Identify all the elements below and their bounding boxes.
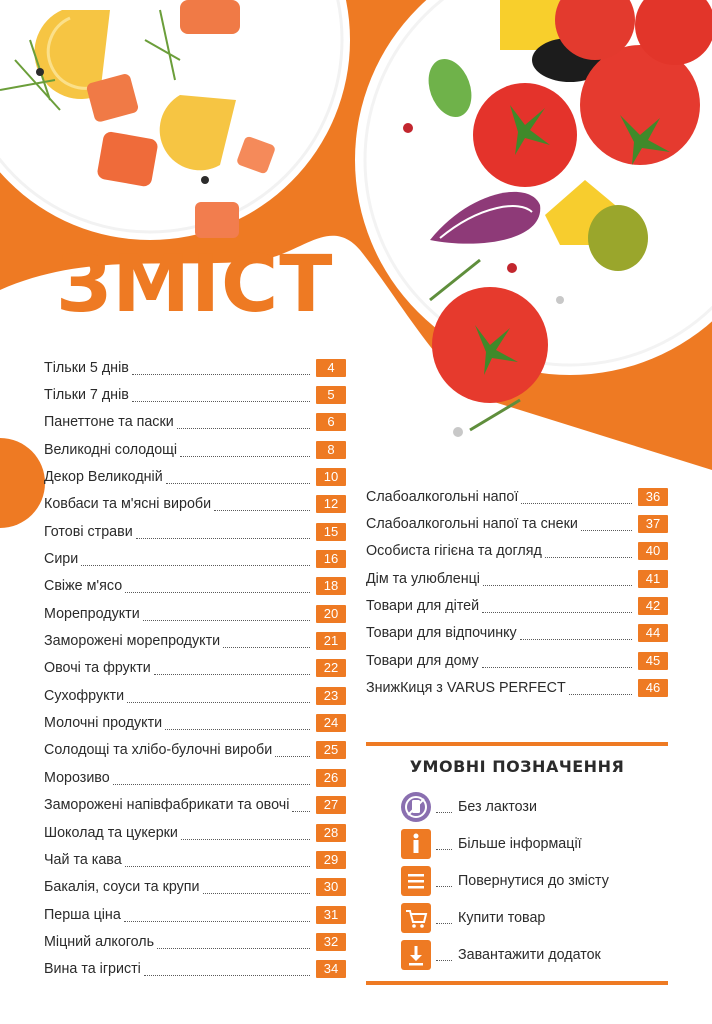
toc-entry[interactable] bbox=[366, 674, 668, 701]
toc-entry[interactable] bbox=[44, 600, 346, 627]
toc-entry-label: Перша ціна bbox=[44, 906, 121, 923]
toc-entry-label: Дім та улюбленці bbox=[366, 570, 480, 587]
toc-entry[interactable] bbox=[44, 928, 346, 955]
toc-entry-label: Сири bbox=[44, 551, 79, 568]
toc-leader-dots bbox=[569, 681, 632, 695]
toc-entry[interactable] bbox=[44, 901, 346, 928]
cart-icon bbox=[400, 902, 432, 934]
toc-entry-label: Товари для відпочинку bbox=[366, 625, 517, 642]
toc-page-number[interactable]: 27 bbox=[316, 796, 346, 814]
legend-list bbox=[400, 788, 668, 973]
toc-page-number[interactable]: 21 bbox=[316, 632, 346, 650]
toc-leader-dots bbox=[125, 853, 310, 867]
toc-entry[interactable] bbox=[366, 647, 668, 674]
toc-entry[interactable] bbox=[44, 491, 346, 518]
toc-leader-dots bbox=[545, 544, 632, 558]
legend-label: Купити товар bbox=[458, 909, 546, 926]
toc-entry[interactable] bbox=[44, 846, 346, 873]
toc-page-number[interactable]: 32 bbox=[316, 933, 346, 951]
toc-page-number[interactable]: 28 bbox=[316, 824, 346, 842]
toc-page-number[interactable]: 31 bbox=[316, 906, 346, 924]
toc-leader-dots bbox=[521, 490, 632, 504]
toc-entry-label: Ковбаси та м'ясні вироби bbox=[44, 496, 212, 513]
no-lactose-icon bbox=[400, 791, 432, 823]
toc-entry[interactable] bbox=[44, 737, 346, 764]
toc-entry-label: Готові страви bbox=[44, 523, 133, 540]
toc-entry-label: Панеттоне та паски bbox=[44, 414, 174, 431]
toc-leader-dots bbox=[125, 579, 310, 593]
toc-entry[interactable] bbox=[366, 538, 668, 565]
toc-page-number[interactable]: 4 bbox=[316, 359, 346, 377]
toc-page-number[interactable]: 8 bbox=[316, 441, 346, 459]
legend-label: Більше інформації bbox=[458, 835, 582, 852]
toc-entry[interactable] bbox=[44, 764, 346, 791]
legend-box bbox=[366, 742, 668, 985]
toc-page-number[interactable]: 10 bbox=[316, 468, 346, 486]
toc-page-number[interactable]: 23 bbox=[316, 687, 346, 705]
toc-leader-dots bbox=[520, 626, 632, 640]
toc-entry-label: Молочні продукти bbox=[44, 715, 163, 732]
toc-entry[interactable] bbox=[44, 381, 346, 408]
toc-entry[interactable] bbox=[366, 510, 668, 537]
toc-entry[interactable] bbox=[44, 436, 346, 463]
toc-page-number[interactable]: 45 bbox=[638, 652, 668, 670]
toc-entry-label: Декор Великодній bbox=[44, 469, 163, 486]
download-icon bbox=[400, 939, 432, 971]
toc-left-column bbox=[44, 354, 346, 983]
toc-page-number[interactable]: 44 bbox=[638, 624, 668, 642]
legend-item bbox=[400, 899, 668, 936]
toc-entry-label: Заморожені напівфабрикати та овочі bbox=[44, 797, 290, 814]
toc-entry[interactable] bbox=[366, 620, 668, 647]
toc-entry-label: Бакалія, соуси та крупи bbox=[44, 879, 200, 896]
toc-entry-label: Заморожені морепродукти bbox=[44, 633, 221, 650]
toc-page-number[interactable]: 24 bbox=[316, 714, 346, 732]
toc-page-number[interactable]: 42 bbox=[638, 597, 668, 615]
toc-leader-dots bbox=[136, 525, 310, 539]
toc-leader-dots bbox=[143, 607, 310, 621]
toc-entry[interactable] bbox=[44, 409, 346, 436]
toc-entry[interactable] bbox=[44, 545, 346, 572]
toc-leader-dots bbox=[292, 798, 310, 812]
toc-entry-label: Слабоалкогольні напої та снеки bbox=[366, 516, 578, 533]
toc-leader-dots bbox=[127, 689, 310, 703]
toc-leader-dots bbox=[81, 552, 310, 566]
toc-page-number[interactable]: 36 bbox=[638, 488, 668, 506]
toc-entry[interactable] bbox=[44, 792, 346, 819]
toc-leader-dots bbox=[483, 572, 632, 586]
toc-entry-label: Чай та кава bbox=[44, 851, 122, 868]
toc-entry-label: Сухофрукти bbox=[44, 687, 125, 704]
toc-page-number[interactable]: 26 bbox=[316, 769, 346, 787]
toc-page-number[interactable]: 37 bbox=[638, 515, 668, 533]
toc-page-number[interactable]: 20 bbox=[316, 605, 346, 623]
toc-entry[interactable] bbox=[44, 354, 346, 381]
toc-entry[interactable] bbox=[44, 655, 346, 682]
toc-entry-label: Великодні солодощі bbox=[44, 441, 178, 458]
toc-entry-label: Свіже м'ясо bbox=[44, 578, 123, 595]
toc-entry[interactable] bbox=[44, 682, 346, 709]
toc-entry-label: Морозиво bbox=[44, 769, 110, 786]
toc-entry-label: Тільки 5 днів bbox=[44, 359, 129, 376]
toc-page-number[interactable]: 30 bbox=[316, 878, 346, 896]
toc-entry-label: Особиста гігієна та догляд bbox=[366, 543, 542, 560]
toc-page-number[interactable]: 12 bbox=[316, 495, 346, 513]
toc-leader-dots bbox=[113, 771, 310, 785]
toc-leader-dots bbox=[154, 661, 310, 675]
toc-page-number[interactable]: 22 bbox=[316, 659, 346, 677]
legend-item bbox=[400, 788, 668, 825]
toc-leader-dots bbox=[144, 962, 310, 976]
toc-entry-label: ЗнижКиця з VARUS PERFECT bbox=[366, 680, 566, 697]
toc-entry[interactable] bbox=[44, 956, 346, 983]
toc-entry-label: Солодощі та хлібо-булочні вироби bbox=[44, 742, 273, 759]
toc-leader-dots bbox=[166, 470, 310, 484]
legend-label: Без лактози bbox=[458, 798, 537, 815]
toc-entry[interactable] bbox=[366, 592, 668, 619]
toc-right-column bbox=[366, 483, 668, 702]
toc-page-number[interactable]: 46 bbox=[638, 679, 668, 697]
legend-title: УМОВНІ ПОЗНАЧЕННЯ bbox=[409, 757, 625, 776]
legend-bottom-rule bbox=[366, 981, 668, 985]
toc-entry[interactable] bbox=[44, 819, 346, 846]
toc-page-number[interactable]: 5 bbox=[316, 386, 346, 404]
legend-top-rule bbox=[366, 742, 668, 746]
toc-leader-dots bbox=[132, 388, 310, 402]
toc-page-number[interactable]: 29 bbox=[316, 851, 346, 869]
toc-page-number[interactable]: 25 bbox=[316, 741, 346, 759]
legend-label: Повернутися до змісту bbox=[458, 872, 609, 889]
toc-leader-dots bbox=[132, 361, 310, 375]
toc-page-number[interactable]: 41 bbox=[638, 570, 668, 588]
toc-entry-label: Міцний алкоголь bbox=[44, 933, 155, 950]
legend-item bbox=[400, 936, 668, 973]
toc-entry-label: Шоколад та цукерки bbox=[44, 824, 178, 841]
legend-label: Завантажити додаток bbox=[458, 946, 601, 963]
toc-leader-dots bbox=[180, 443, 310, 457]
toc-leader-dots bbox=[275, 743, 310, 757]
page-title: ЗМІСТ bbox=[56, 240, 334, 330]
toc-entry[interactable] bbox=[44, 463, 346, 490]
toc-entry[interactable] bbox=[44, 518, 346, 545]
toc-entry-label: Вина та ігристі bbox=[44, 961, 141, 978]
toc-leader-dots bbox=[124, 908, 310, 922]
toc-page-number[interactable]: 40 bbox=[638, 542, 668, 560]
toc-page-number[interactable]: 18 bbox=[316, 577, 346, 595]
toc-entry-label: Товари для дому bbox=[366, 652, 479, 669]
toc-leader-dots bbox=[165, 716, 310, 730]
toc-leader-dots bbox=[181, 826, 310, 840]
toc-leader-dots bbox=[482, 599, 632, 613]
toc-entry[interactable] bbox=[366, 483, 668, 510]
toc-leader-dots bbox=[157, 935, 310, 949]
toc-page-number[interactable]: 34 bbox=[316, 960, 346, 978]
toc-entry-label: Тільки 7 днів bbox=[44, 387, 129, 404]
legend-item bbox=[400, 825, 668, 862]
toc-entry-label: Морепродукти bbox=[44, 605, 140, 622]
toc-leader-dots bbox=[214, 497, 310, 511]
toc-entry[interactable] bbox=[44, 874, 346, 901]
toc-page-number[interactable]: 15 bbox=[316, 523, 346, 541]
info-icon bbox=[400, 828, 432, 860]
toc-entry-label: Товари для дітей bbox=[366, 598, 480, 615]
toc-entry[interactable] bbox=[44, 573, 346, 600]
toc-leader-dots bbox=[581, 517, 632, 531]
toc-leader-dots bbox=[223, 634, 310, 648]
menu-icon bbox=[400, 865, 432, 897]
toc-entry[interactable] bbox=[44, 709, 346, 736]
toc-page-number[interactable]: 6 bbox=[316, 413, 346, 431]
toc-page-number[interactable]: 16 bbox=[316, 550, 346, 568]
toc-leader-dots bbox=[203, 880, 311, 894]
legend-item bbox=[400, 862, 668, 899]
toc-entry[interactable] bbox=[44, 627, 346, 654]
toc-entry-label: Слабоалкогольні напої bbox=[366, 488, 519, 505]
toc-entry[interactable] bbox=[366, 565, 668, 592]
toc-entry-label: Овочі та фрукти bbox=[44, 660, 151, 677]
toc-leader-dots bbox=[177, 415, 310, 429]
toc-leader-dots bbox=[482, 654, 632, 668]
